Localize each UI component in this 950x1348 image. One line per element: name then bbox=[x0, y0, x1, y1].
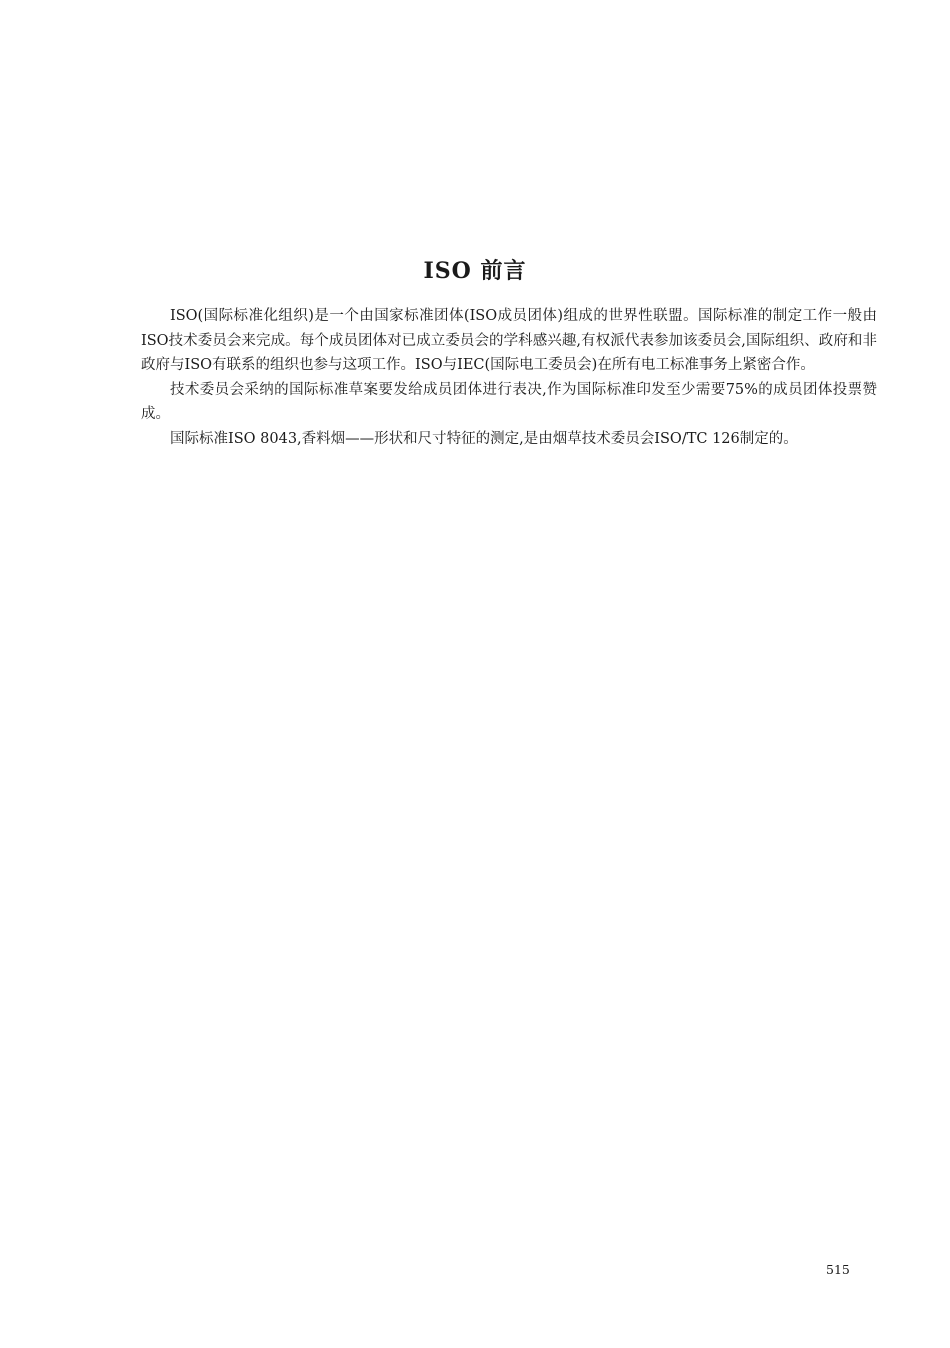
paragraph-iso-intro: ISO(国际标准化组织)是一个由国家标准团体(ISO成员团体)组成的世界性联盟。国际标准的制定工作一般由ISO技术委员会来完成。每个成员团体对已成立委员会的学科感兴趣,有权派代表参加该委员会,国际组织、政府和非政府与ISO有联系的组织也参与这项工作。ISO与IEC(国际电工委员会)在所有电工标准事务上紧密合作。 bbox=[141, 308, 877, 373]
document-body bbox=[141, 304, 877, 451]
paragraph-voting: 技术委员会采纳的国际标准草案要发给成员团体进行表决,作为国际标准印发至少需要75%的成员团体投票赞成。 bbox=[141, 381, 877, 422]
paragraph-standard-origin: 国际标准ISO 8043,香料烟——形状和尺寸特征的测定,是由烟草技术委员会ISO/TC 126制定的。 bbox=[170, 430, 798, 447]
page-number: 515 bbox=[826, 1262, 850, 1277]
page-title: ISO 前言 bbox=[423, 258, 527, 284]
